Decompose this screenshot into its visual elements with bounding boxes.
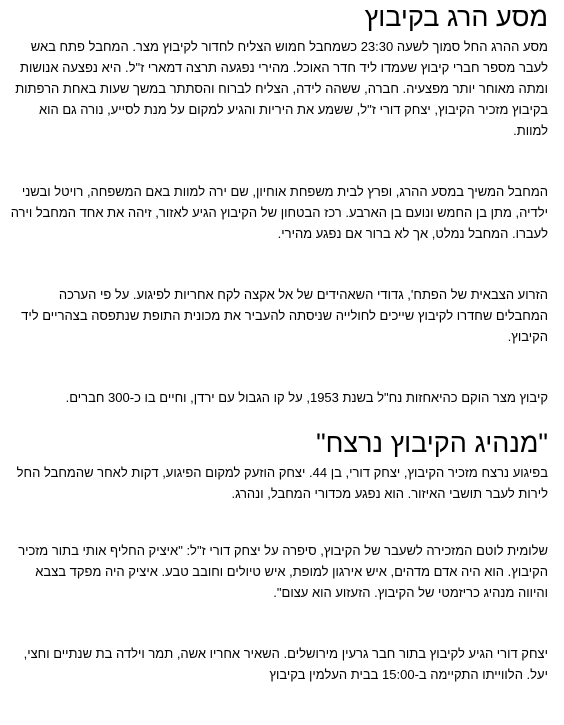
paragraph-responsibility: הזרוע הצבאית של הפתח', גדודי השאהידים של אל אקצה לקח אחריות לפיגוע. על פי הערכה המחבלים שחדרו לקיבוץ שייכים לחולייה שניסתה להעביר את מכונית התופת שנתפסה בצהריים ליד הקיבוץ. xyxy=(21,287,548,345)
paragraph-funeral: יצחק דורי הגיע לקיבוץ בתור חבר גרעין מירושלים. השאיר אחריו אשה, תמר וילדה בת שנתיים וחצי, יעל. הלווייתו התקיימה ב-15:00 בבית העלמין בקיבוץ xyxy=(23,646,548,683)
section-subtitle: "מנהיג הקיבוץ נרצח" xyxy=(316,428,548,459)
paragraph-kibbutz-background: קיבוץ מצר הוקם כהיאחזות נח"ל בשנת 1953, על קו הגבול עם ירדן, וחיים בו כ-300 חברים. xyxy=(65,390,548,406)
paragraph-quote: שלומית לוטם המזכירה לשעבר של הקיבוץ, סיפרה על יצחק דורי ז"ל: "איציק החליף אותי בתור מזכיר הקיבוץ. הוא היה אדם מדהים, איש אירגון למופת, איש טיולים וחובב טבע. איציק היה מפקד בצבא והיווה מנהיג כריזמטי של הקיבוץ. הזעזוע הוא עצום". xyxy=(18,543,548,601)
paragraph-family-killed: המחבל המשיך במסע ההרג, ופרץ לבית משפחת אוחיון, שם ירה למוות באם המשפחה, רויטל ובשני ילדיה, מתן בן החמש ונועם בן הארבע. רכז הבטחון של הקיבוץ הגיע לאזור, זיהה את אחד המחבל וירה לעברו. המחבל נמלט, אך לא ברור אם נפגע מהירי. xyxy=(10,184,548,242)
article-title: מסע הרג בקיבוץ xyxy=(364,2,548,32)
paragraph-secretary-killed: בפיגוע נרצח מזכיר הקיבוץ, יצחק דורי, בן 44. יצחק הוזעק למקום הפיגוע, דקות לאחר שהמחבל החל לירות לעבר תושבי האיזור. הוא נפגע מכדורי המחבל, ונהרג. xyxy=(16,465,548,502)
paragraph-attack-start: מסע ההרג החל סמוך לשעה 23:30 כשמחבל חמוש הצליח לחדור לקיבוץ מצר. המחבל פתח באש לעבר מספר חברי קיבוץ שעמדו ליד חדר האוכל. מהירי נפגעה תרצה דמארי ז"ל. היא נפצעה אנושות ומתה מאוחר יותר מפצעיה. חברה, ששהה לידה, הצליח לברוח והסתתר במשך שעות באחת הרפתות בקיבוץ מזכיר הקיבוץ, יצחק דורי ז"ל, ששמע את היריות והגיע למקום על מנת לסייע, נורה גם הוא למוות. xyxy=(15,39,548,139)
